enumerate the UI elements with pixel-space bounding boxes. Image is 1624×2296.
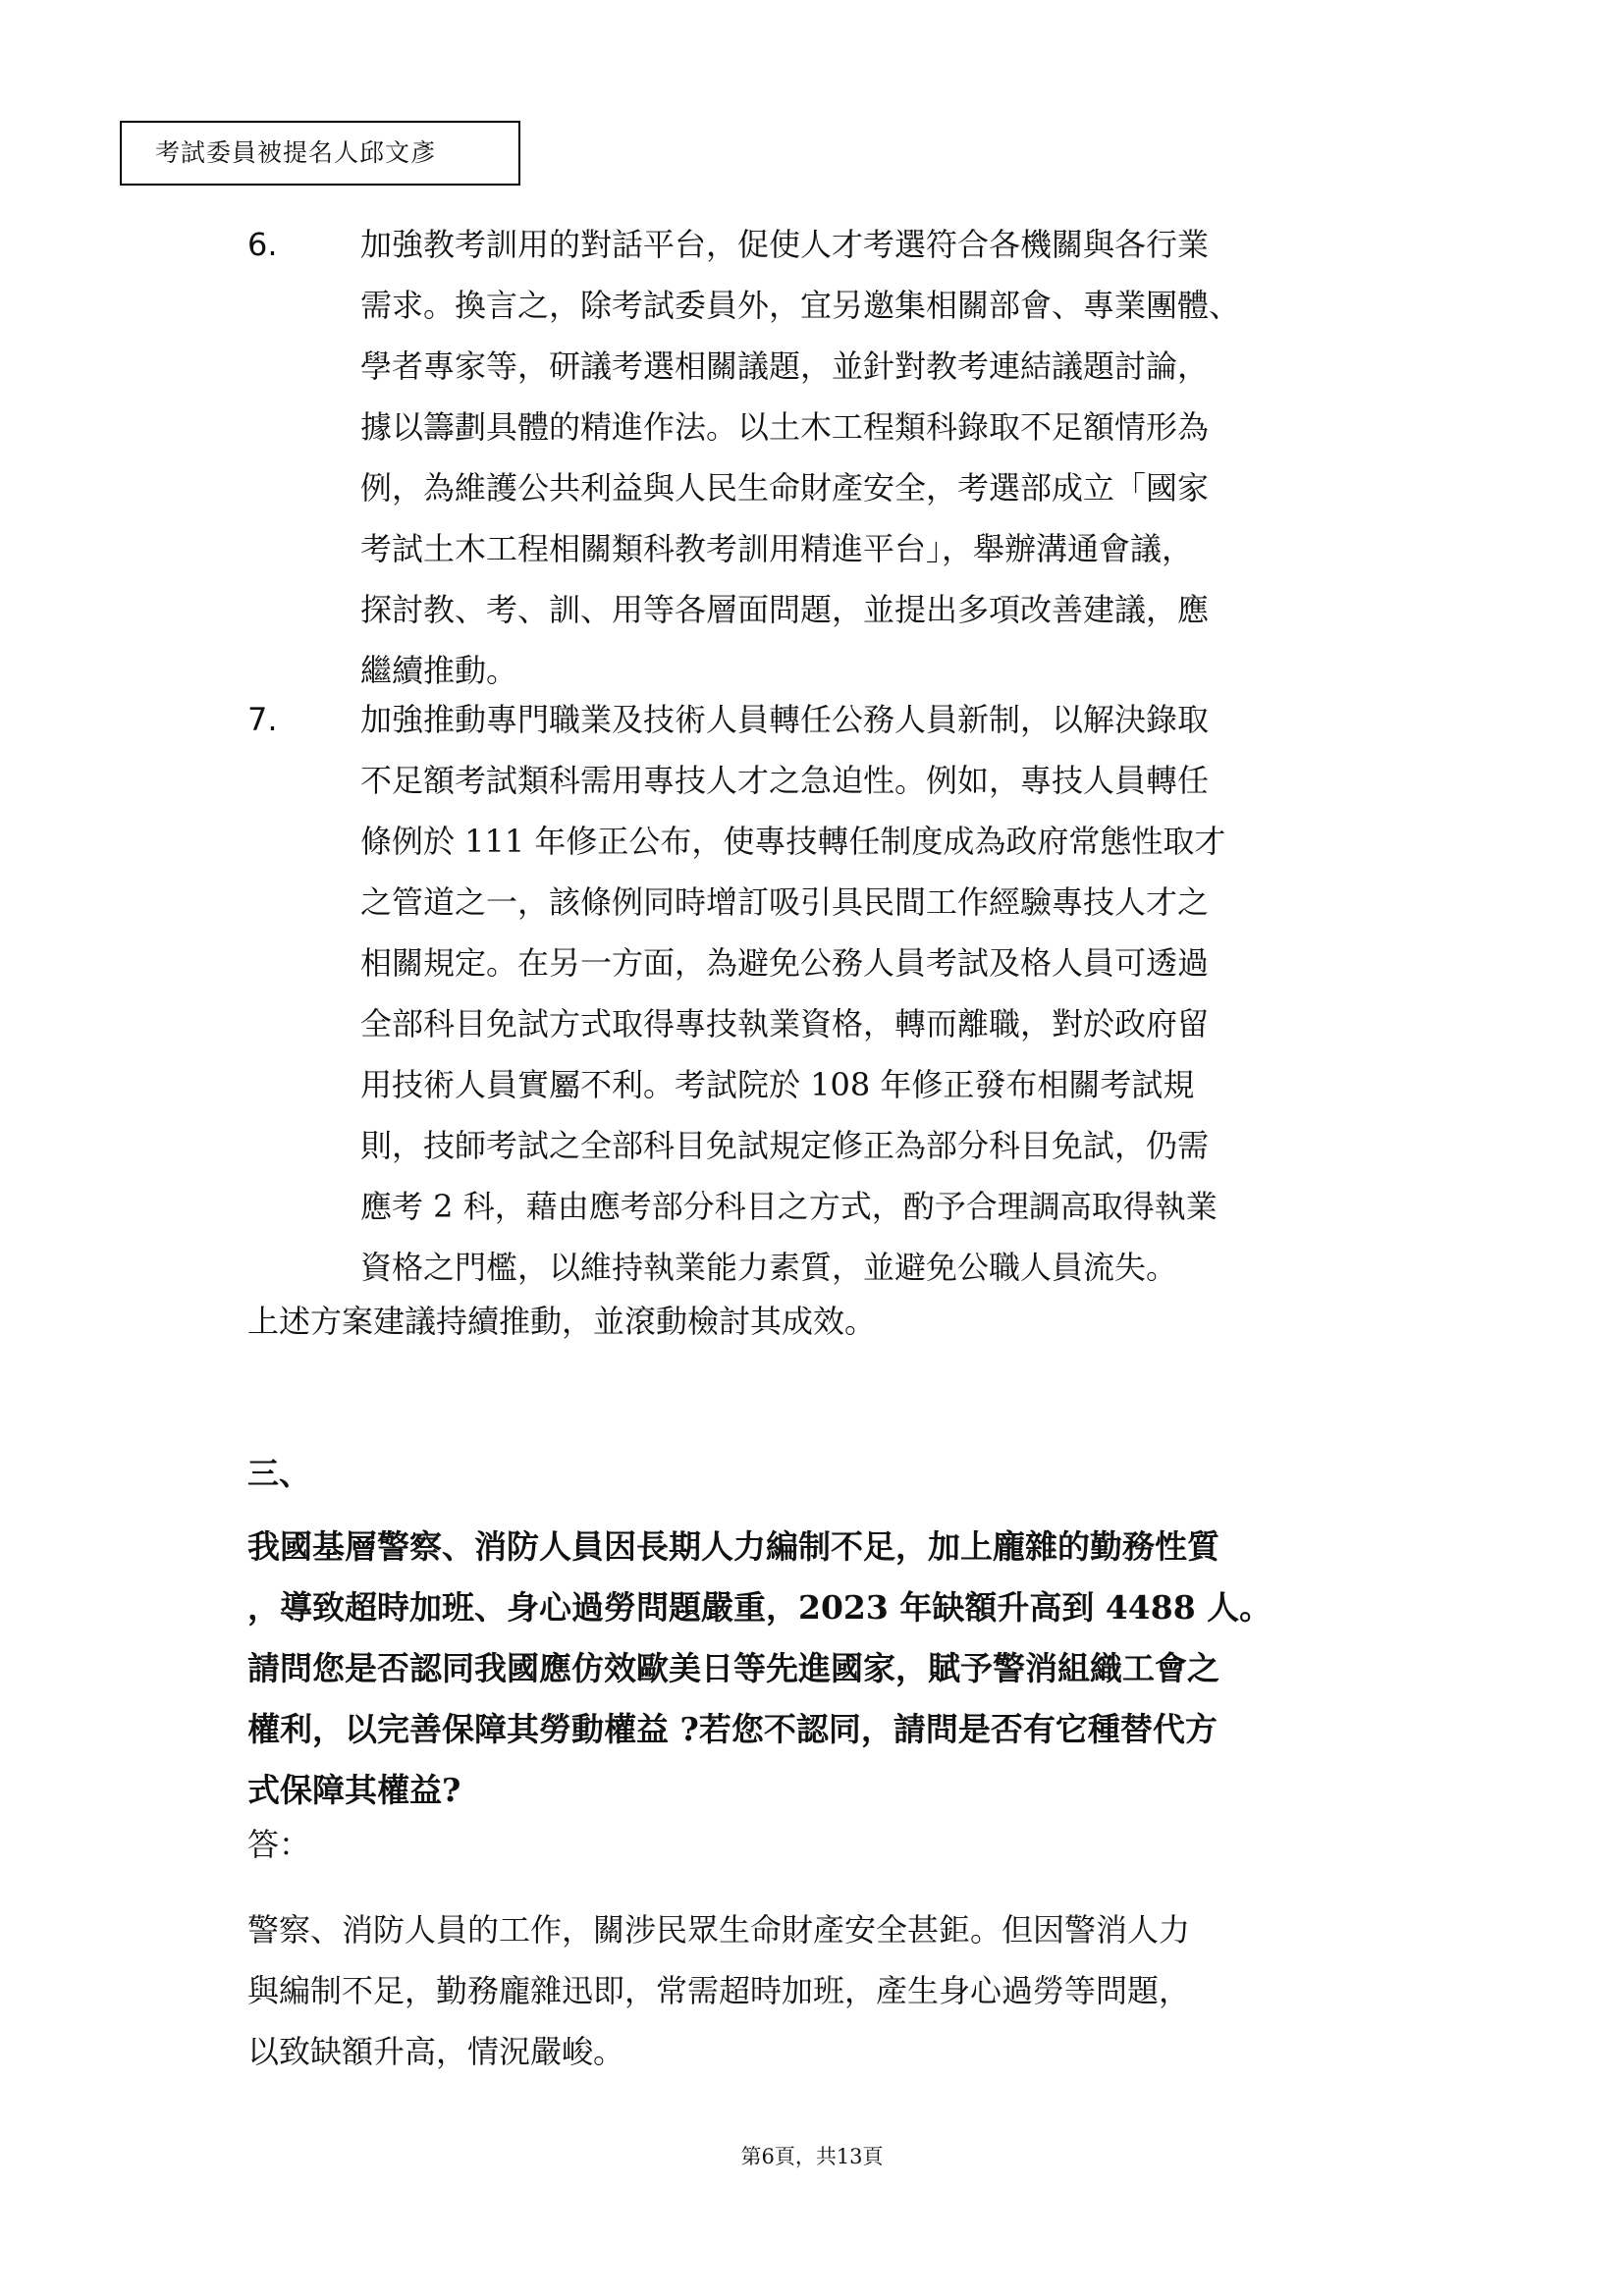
list-item-number: 6. xyxy=(247,226,278,263)
list-item-number: 7. xyxy=(247,701,278,738)
page-number: 第6頁，共13頁 xyxy=(740,2145,884,2168)
text-line: 加強推動專門職業及技術人員轉任公務人員新制，以解決錄取 xyxy=(360,701,1210,738)
text-line: 應考 2 科，藉由應考部分科目之方式，酌予合理調高取得執業 xyxy=(360,1188,1218,1225)
text-line: 之管道之一，該條例同時增訂吸引具民間工作經驗專技人才之 xyxy=(360,883,1210,921)
text-line: 全部科目免試方式取得專技執業資格，轉而離職，對於政府留 xyxy=(360,1005,1210,1042)
question-line: ，導致超時加班、身心過勞問題嚴重，2023 年缺額升高到 4488 人。 xyxy=(247,1588,1272,1627)
question-line: 我國基層警察、消防人員因長期人力編制不足，加上龐雜的勤務性質 xyxy=(247,1527,1219,1566)
question-line: 式保障其權益? xyxy=(247,1771,461,1809)
text-line: 需求。換言之，除考試委員外，宜另邀集相關部會、專業團體、 xyxy=(360,287,1241,324)
question-line: 請問您是否認同我國應仿效歐美日等先進國家，賦予警消組織工會之 xyxy=(247,1649,1219,1687)
document-header-title: 考試委員被提名人邱文彥 xyxy=(155,138,437,167)
answer-line: 以致缺額升高，情況嚴峻。 xyxy=(247,2033,625,2070)
document-header-box xyxy=(120,121,520,186)
page-footer xyxy=(0,2142,1624,2171)
text-line: 探討教、考、訓、用等各層面問題，並提出多項改善建議，應 xyxy=(360,591,1210,628)
list-item-text xyxy=(360,214,1386,701)
text-line: 條例於 111 年修正公布，使專技轉任制度成為政府常態性取才 xyxy=(360,823,1226,860)
summary-paragraph: 上述方案建議持續推動，並滾動檢討其成效。 xyxy=(247,1303,877,1340)
text-line: 資格之門檻，以維持執業能力素質，並避免公職人員流失。 xyxy=(360,1249,1178,1286)
text-line: 學者專家等，研議考選相關議題，並針對教考連結議題討論， xyxy=(360,347,1210,385)
question-line: 權利，以完善保障其勞動權益 ?若您不認同，請問是否有它種替代方 xyxy=(247,1710,1218,1748)
answer-label: 答： xyxy=(247,1826,311,1863)
text-line: 例，為維護公共利益與人民生命財產安全，考選部成立「國家 xyxy=(360,469,1210,507)
answer-line: 與編制不足，勤務龐雜迅即，常需超時加班，產生身心過勞等問題， xyxy=(247,1972,1191,2009)
text-line: 繼續推動。 xyxy=(360,652,518,689)
text-line: 考試土木工程相關類科教考訓用精進平台」，舉辦溝通會議， xyxy=(360,530,1194,567)
answer-line: 警察、消防人員的工作，關涉民眾生命財產安全甚鉅。但因警消人力 xyxy=(247,1911,1191,1949)
text-line: 用技術人員實屬不利。考試院於 108 年修正發布相關考試規 xyxy=(360,1066,1195,1103)
text-line: 加強教考訓用的對話平台，促使人才考選符合各機關與各行業 xyxy=(360,226,1210,263)
text-line: 相關規定。在另一方面，為避免公務人員考試及格人員可透過 xyxy=(360,944,1210,982)
list-item-text xyxy=(360,689,1386,1298)
answer-paragraph xyxy=(247,1899,1396,2082)
question-paragraph xyxy=(247,1517,1396,1821)
section-heading: 三、 xyxy=(247,1455,311,1492)
text-line: 不足額考試類科需用專技人才之急迫性。例如，專技人員轉任 xyxy=(360,762,1210,799)
text-line: 則，技師考試之全部科目免試規定修正為部分科目免試，仍需 xyxy=(360,1127,1210,1164)
text-line: 據以籌劃具體的精進作法。以土木工程類科錄取不足額情形為 xyxy=(360,408,1210,446)
